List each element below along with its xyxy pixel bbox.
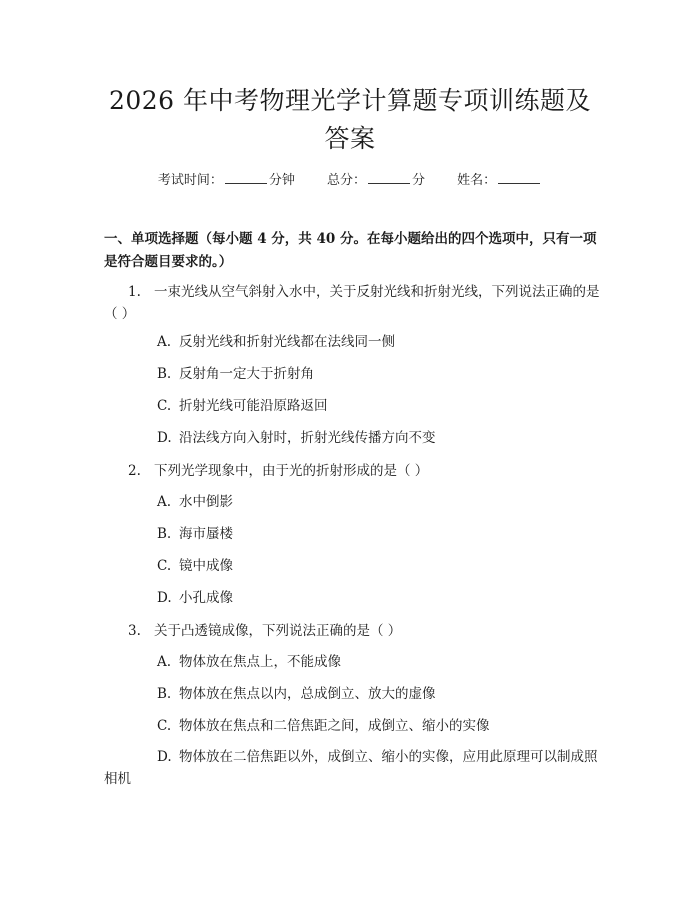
option-letter: A. [157,494,172,510]
total-score-label: 总分： [326,173,366,188]
question-text: 下列光学现象中，由于光的折射形成的是（ ） [154,463,429,479]
question-number: 3. [128,623,141,639]
question-1-stem [104,281,600,325]
option-text: 反射光线和折射光线都在法线同一侧 [179,334,395,350]
option-text: 物体放在二倍焦距以外，成倒立、缩小的实像，应用此原理可以制成照相机 [104,749,598,787]
question-3-option-d[interactable] [104,746,600,790]
total-score-blank[interactable] [368,170,410,184]
question-3-stem [104,620,600,642]
option-text: 水中倒影 [179,494,233,510]
exam-info-bar [0,170,700,190]
option-letter: D. [157,590,172,606]
question-1-option-b[interactable] [157,364,597,384]
option-letter: B. [157,526,172,542]
question-number: 2. [128,463,141,479]
question-3-option-c[interactable] [157,716,597,736]
question-2-stem [104,460,600,482]
option-text: 物体放在焦点和二倍焦距之间，成倒立、缩小的实像 [179,718,490,734]
option-letter: C. [157,398,172,414]
option-letter: A. [157,654,172,670]
question-1-option-a[interactable] [157,332,597,352]
page-title: 2026 年中考物理光学计算题专项训练题及答案 [108,86,592,153]
option-letter: D. [157,430,172,446]
option-text: 物体放在焦点以内，总成倒立、放大的虚像 [179,686,436,702]
option-text: 沿法线方向入射时，折射光线传播方向不变 [179,430,436,446]
total-score-field [327,170,425,190]
option-text: 折射光线可能沿原路返回 [179,398,328,414]
option-letter: D. [157,749,172,765]
question-1-option-c[interactable] [157,396,597,416]
question-2-option-c[interactable] [157,556,597,576]
question-3-option-a[interactable] [157,652,597,672]
question-2-option-b[interactable] [157,524,597,544]
exam-time-blank[interactable] [225,170,267,184]
option-text: 海市蜃楼 [179,526,233,542]
option-letter: B. [157,686,172,702]
section-heading: 一、单项选择题（每小题 4 分，共 40 分。在每小题给出的四个选项中，只有一项是符合题目要求的。） [104,231,597,270]
exam-time-field [158,170,295,190]
option-text: 小孔成像 [179,590,233,606]
option-letter: C. [157,558,172,574]
question-text: 一束光线从空气斜射入水中，关于反射光线和折射光线，下列说法正确的是（ ） [104,284,600,322]
option-letter: B. [157,366,172,382]
question-number: 1. [128,284,141,300]
option-text: 镜中成像 [179,558,233,574]
question-3-option-b[interactable] [157,684,597,704]
option-letter: A. [157,334,172,350]
question-1-option-d[interactable] [157,428,597,448]
option-letter: C. [157,718,172,734]
question-2-option-d[interactable] [157,588,597,608]
exam-time-unit: 分钟 [268,173,295,188]
student-name-field [457,170,542,190]
student-name-label: 姓名： [457,173,497,188]
exam-time-label: 考试时间： [157,173,223,188]
option-text: 反射角一定大于折射角 [179,366,314,382]
option-text: 物体放在焦点上，不能成像 [179,654,341,670]
total-score-unit: 分 [412,173,426,188]
question-text: 关于凸透镜成像，下列说法正确的是（ ） [154,623,402,639]
question-2-option-a[interactable] [157,492,597,512]
student-name-blank[interactable] [498,170,540,184]
